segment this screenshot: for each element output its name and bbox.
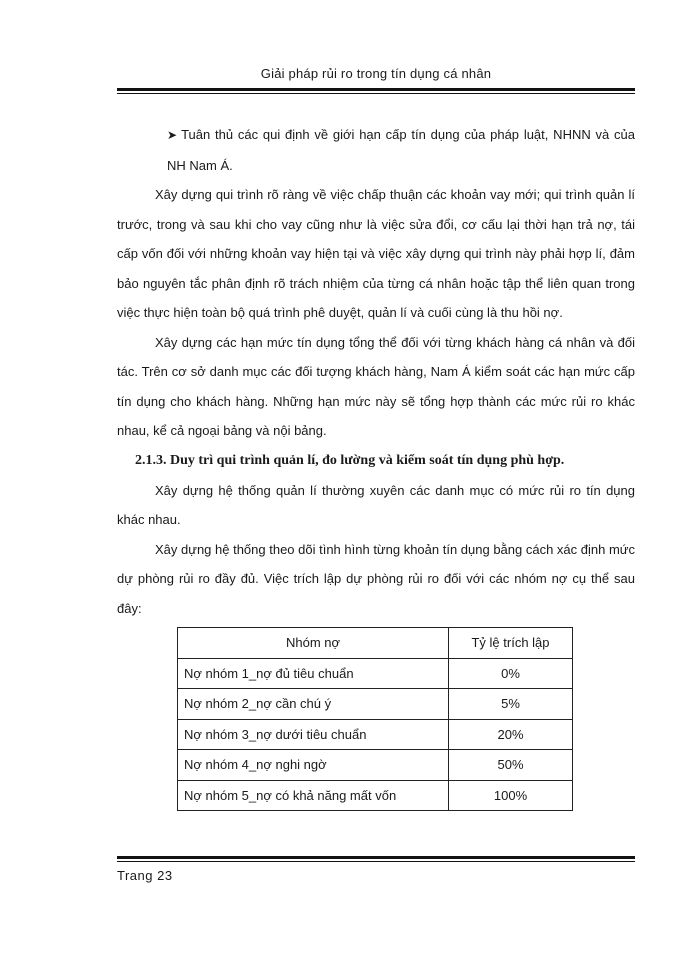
document-body	[117, 120, 635, 811]
table-cell-rate: 5%	[449, 689, 573, 720]
arrow-bullet-icon: ➤	[167, 128, 178, 142]
table-cell-rate: 0%	[449, 658, 573, 689]
bullet-paragraph	[117, 120, 635, 180]
paragraph-management-system: Xây dựng hệ thống quản lí thường xuyên các danh mục có mức rủi ro tín dụng khác nhau.	[117, 482, 635, 527]
paragraph-monitoring-system: Xây dựng hệ thống theo dõi tình hình từng khoản tín dụng bằng cách xác định mức dự phòng rủi ro đầy đủ. Việc trích lập dự phòng rủi ro đối với các nhóm nợ cụ thể sau đây:	[117, 541, 635, 616]
paragraph-approval-process: Xây dựng qui trình rõ ràng về việc chấp thuận các khoản vay mới; qui trình quản lí trước, trong và sau khi cho vay cũng như là việc sửa đổi, cơ cấu lại thời hạn trả nợ, tái cấp vốn đối với những khoản vay hiện tại và việc xây dựng qui trình này phải hợp lí, đảm bảo nguyên tắc phân định rõ trách nhiệm của từng cá nhân hoặc tập thể liên quan trong việc thực hiện toàn bộ quá trình phê duyệt, quản lí và cuối cùng là thu hồi nợ.	[117, 187, 635, 320]
bullet-text: Tuân thủ các qui định về giới hạn cấp tín dụng của pháp luật, NHNN và của NH Nam Á.	[167, 127, 635, 173]
table-row	[178, 689, 573, 720]
table-row	[178, 780, 573, 811]
footer-rule-thick	[117, 856, 635, 859]
table-cell-group: Nợ nhóm 5_nợ có khả năng mất vốn	[178, 780, 449, 811]
page-header-title: Giải pháp rủi ro trong tín dụng cá nhân	[260, 66, 492, 81]
table-cell-group: Nợ nhóm 3_nợ dưới tiêu chuẩn	[178, 719, 449, 750]
table-header-row	[178, 628, 573, 659]
table-row	[178, 719, 573, 750]
table-cell-rate: 20%	[449, 719, 573, 750]
header-rule-thick	[117, 88, 635, 91]
paragraph-credit-limits: Xây dựng các hạn mức tín dụng tổng thể đối với từng khách hàng cá nhân và đối tác. Trên cơ sở danh mục các đối tượng khách hàng, Nam Á kiểm soát các hạn mức cấp tín dụng cho khách hàng. Những hạn mức này sẽ tổng hợp thành các mức rủi ro khác nhau, kể cả ngoại bảng và nội bảng.	[117, 334, 635, 438]
table-cell-group: Nợ nhóm 4_nợ nghi ngờ	[178, 750, 449, 781]
table-header-group: Nhóm nợ	[178, 628, 449, 659]
table-cell-rate: 50%	[449, 750, 573, 781]
footer-rule-thin	[117, 861, 635, 862]
table-cell-group: Nợ nhóm 2_nợ cần chú ý	[178, 689, 449, 720]
table-row	[178, 750, 573, 781]
table-row	[178, 658, 573, 689]
table-cell-rate: 100%	[449, 780, 573, 811]
page-number: Trang 23	[117, 868, 173, 883]
table-header-rate: Tỷ lệ trích lập	[449, 628, 573, 659]
provision-rate-table	[177, 627, 573, 811]
section-heading: 2.1.3. Duy trì qui trình quản lí, đo lường và kiểm soát tín dụng phù hợp.	[135, 452, 565, 468]
table-cell-group: Nợ nhóm 1_nợ đủ tiêu chuẩn	[178, 658, 449, 689]
header-rule-thin	[117, 93, 635, 94]
